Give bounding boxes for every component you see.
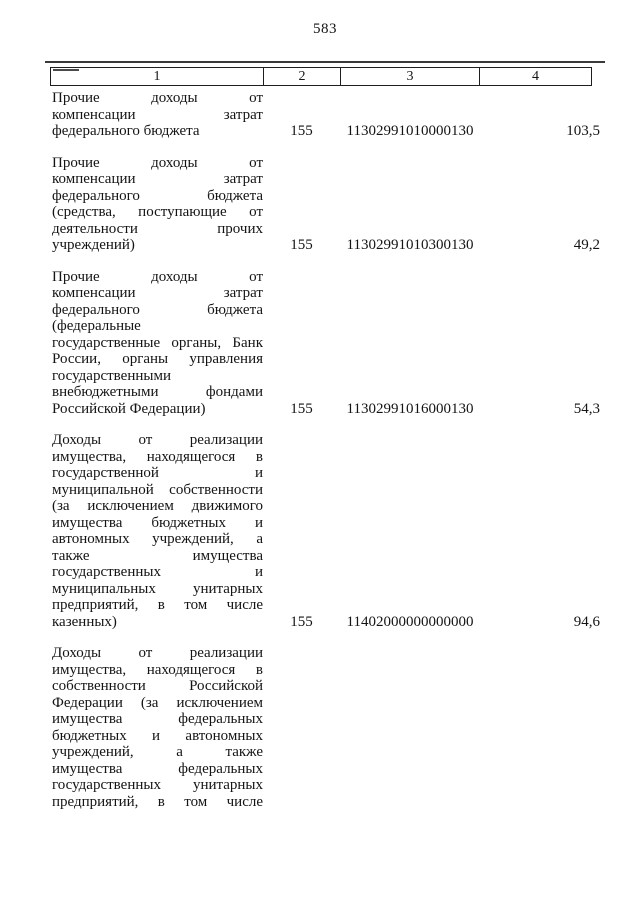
table-row — [52, 432, 600, 630]
scan-artifact-rule — [45, 61, 605, 63]
revenue-name-line: (за исключением движимого — [52, 498, 263, 514]
revenue-name-cell — [52, 155, 263, 254]
revenue-name-line: (федеральные — [52, 318, 141, 334]
revenue-name-line: муниципальной собственности — [52, 481, 263, 498]
revenue-name-line: имущества, находящегося в — [52, 448, 263, 465]
revenue-name-line: деятельности прочих — [52, 220, 263, 237]
budget-code-cell: 11302991010000130 — [346, 123, 474, 139]
revenue-name-line: имущества, находящегося в — [52, 661, 263, 678]
revenue-name-line: казенных) — [52, 613, 117, 630]
revenue-name-line: имущества федеральных — [52, 760, 263, 777]
table-header-row — [50, 67, 592, 86]
revenue-name-cell — [52, 90, 263, 140]
revenue-name-line: имущества федеральных — [52, 711, 263, 727]
revenue-name-line: предприятий, в том числе — [52, 793, 263, 810]
admin-code-cell: 155 — [290, 237, 313, 253]
revenue-name-line: государственных унитарных — [52, 777, 263, 793]
column-header-1: 1 — [153, 69, 161, 84]
revenue-name-line: государственной и — [52, 465, 263, 481]
revenue-name-line: учреждений, а также — [52, 744, 263, 760]
admin-code-cell: 155 — [290, 400, 313, 417]
revenue-name-line: компенсации затрат — [52, 285, 263, 301]
table-row — [52, 90, 600, 140]
revenue-name-line: государственными — [52, 367, 171, 384]
revenue-name-cell — [52, 645, 263, 810]
value-cell: 49,2 — [573, 237, 600, 253]
table-body — [52, 90, 600, 825]
value-cell: 54,3 — [573, 400, 600, 417]
table-row — [52, 269, 600, 418]
revenue-name-line: компенсации затрат — [52, 106, 263, 123]
revenue-name-line: муниципальных унитарных — [52, 580, 263, 597]
revenue-name-line: бюджетных и автономных — [52, 727, 263, 744]
budget-code-cell: 11302991010300130 — [346, 237, 474, 253]
value-cell: 103,5 — [566, 123, 600, 139]
revenue-name-line: (средства, поступающие от — [52, 204, 263, 220]
revenue-name-line: Прочие доходы от — [52, 90, 263, 106]
admin-code-cell: 155 — [290, 613, 313, 630]
table-row — [52, 645, 600, 810]
revenue-name-line: государственных и — [52, 564, 263, 580]
revenue-name-line: имущества бюджетных и — [52, 514, 263, 531]
budget-code-cell: 11302991016000130 — [346, 400, 474, 417]
revenue-name-line: учреждений) — [52, 237, 135, 253]
revenue-name-line: государственные органы, Банк — [52, 334, 263, 351]
revenue-name-line: федерального бюджета — [52, 123, 200, 139]
revenue-name-line: Доходы от реализации — [52, 432, 263, 448]
column-header-2: 2 — [263, 68, 340, 85]
revenue-name-line: компенсации затрат — [52, 171, 263, 187]
column-header-3: 3 — [340, 68, 479, 85]
column-header-4: 4 — [479, 68, 591, 85]
revenue-name-line: также имущества — [52, 547, 263, 564]
table-row — [52, 155, 600, 254]
revenue-name-line: предприятий, в том числе — [52, 597, 263, 613]
revenue-name-line: внебюджетными фондами — [52, 384, 263, 400]
budget-code-cell: 11402000000000000 — [346, 613, 474, 630]
page-number: 583 — [313, 21, 337, 37]
revenue-name-cell — [52, 269, 263, 418]
revenue-name-line: Доходы от реализации — [52, 645, 263, 661]
revenue-name-line: автономных учреждений, а — [52, 531, 263, 547]
revenue-name-line: собственности Российской — [52, 678, 263, 694]
admin-code-cell: 155 — [290, 123, 313, 139]
value-cell: 94,6 — [573, 613, 600, 630]
revenue-name-line: Федерации (за исключением — [52, 694, 263, 711]
revenue-name-line: Прочие доходы от — [52, 268, 263, 285]
revenue-name-cell — [52, 432, 263, 630]
revenue-name-line: федерального бюджета — [52, 187, 263, 204]
revenue-name-line: федерального бюджета — [52, 301, 263, 318]
revenue-name-line: России, органы управления — [52, 351, 263, 367]
revenue-name-line: Прочие доходы от — [52, 154, 263, 171]
revenue-name-line: Российской Федерации) — [52, 400, 206, 417]
